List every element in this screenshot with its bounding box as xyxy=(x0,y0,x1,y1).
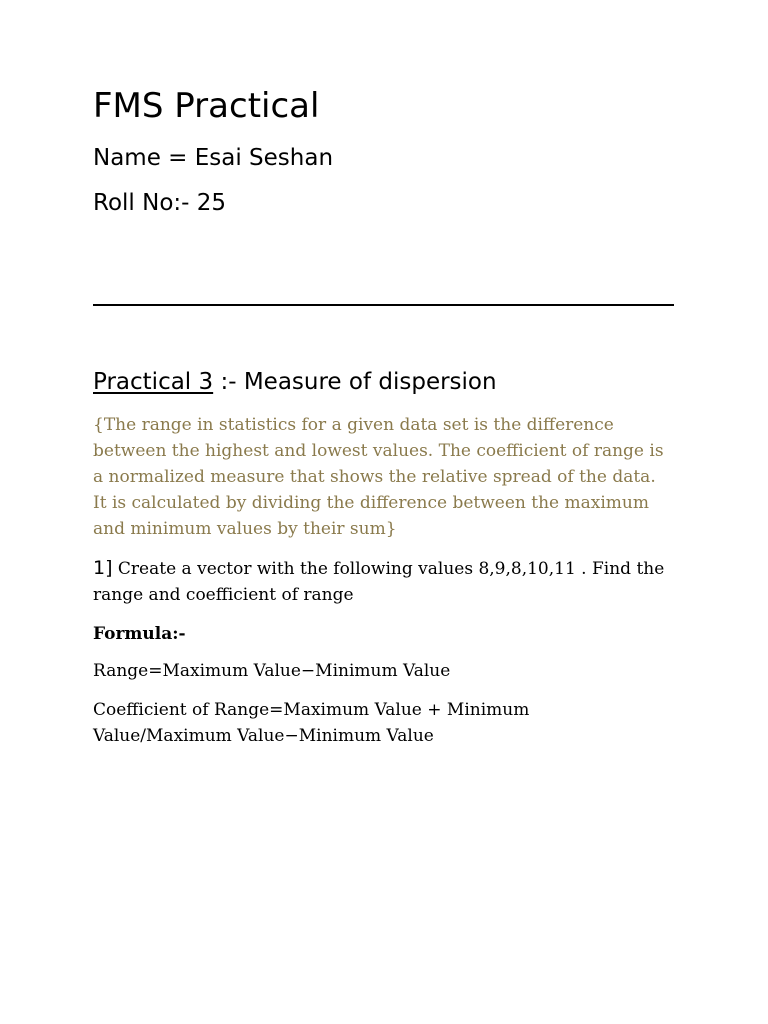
horizontal-rule xyxy=(93,304,674,306)
practical-heading xyxy=(93,366,497,398)
question-line xyxy=(93,555,675,582)
intro-line: It is calculated by dividing the difference between the maximum xyxy=(93,493,649,513)
intro-line: a normalized measure that shows the relative spread of the data. xyxy=(93,467,656,487)
question-text: Create a vector with the following values 8,9,8,10,11 . Find the xyxy=(112,559,665,579)
intro-paragraph xyxy=(93,412,675,542)
range-formula: Range=Maximum Value−Minimum Value xyxy=(93,661,451,681)
formula-label: Formula:- xyxy=(93,624,186,644)
coefficient-formula-line: Coefficient of Range=Maximum Value + Minimum xyxy=(93,700,530,720)
question-number: 1] xyxy=(93,557,113,579)
student-name: Name = Esai Seshan xyxy=(93,145,334,171)
intro-line: between the highest and lowest values. The coefficient of range is xyxy=(93,441,664,461)
roll-number: Roll No:- 25 xyxy=(93,190,227,216)
practical-topic: :- Measure of dispersion xyxy=(213,369,497,395)
intro-line: and minimum values by their sum} xyxy=(93,519,397,539)
question-line: range and coefficient of range xyxy=(93,585,354,605)
coefficient-formula xyxy=(93,697,675,749)
intro-line: {The range in statistics for a given data set is the difference xyxy=(93,415,614,435)
coefficient-formula-line: Value/Maximum Value−Minimum Value xyxy=(93,726,434,746)
practical-number: Practical 3 xyxy=(93,369,214,395)
question-1 xyxy=(93,555,675,608)
document-title: FMS Practical xyxy=(93,86,320,126)
